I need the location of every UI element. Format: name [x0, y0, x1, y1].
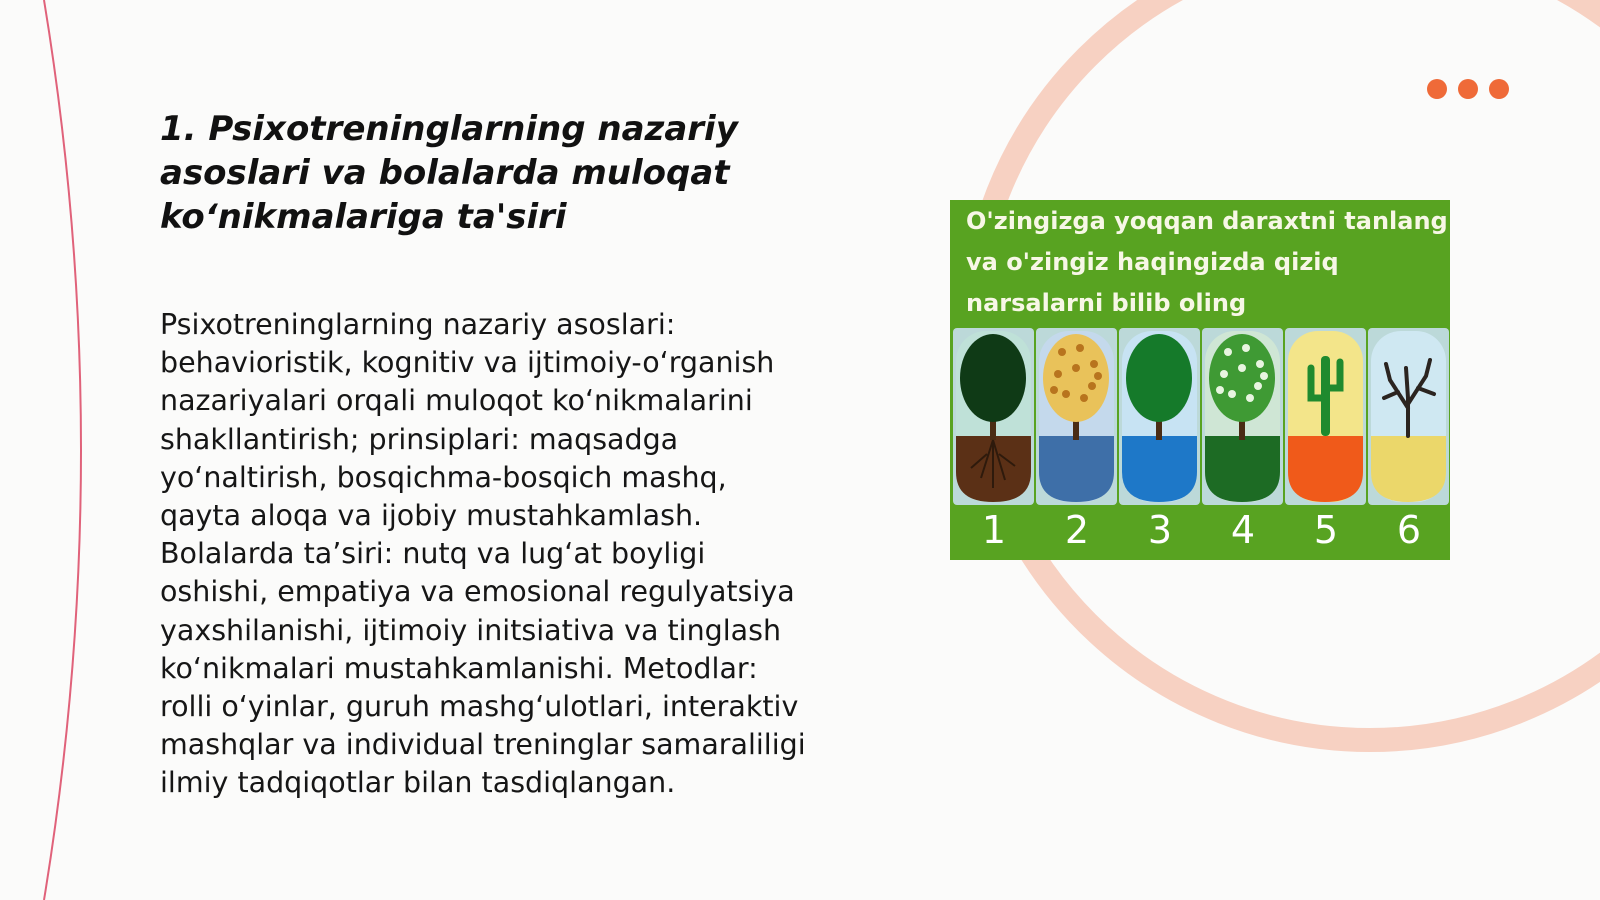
slide-title: [160, 107, 780, 239]
tree-option-4[interactable]: [1202, 328, 1283, 505]
title-line: 1. Psixotreninglarning nazariy: [160, 109, 738, 149]
tree-number-label: 3: [1147, 508, 1173, 552]
crown-spot: [1094, 372, 1102, 380]
crown-spot: [1246, 394, 1254, 402]
cactus-icon: [1285, 328, 1366, 505]
crown-spot: [1224, 348, 1232, 356]
ground: [1288, 436, 1363, 502]
tree-number-label: 5: [1313, 508, 1339, 552]
crown-spot: [1072, 364, 1080, 372]
body-line: behavioristik, kognitiv va ijtimoiy-o‘rganish: [160, 346, 775, 380]
crown-spot: [1254, 382, 1262, 390]
ground: [1039, 436, 1114, 502]
slide-body-text: [160, 306, 850, 803]
menu-dots-icon: [1427, 79, 1509, 99]
ground: [1371, 436, 1446, 502]
tree-option-5[interactable]: [1285, 328, 1366, 505]
crown-spot: [1220, 370, 1228, 378]
body-line: mashqlar va individual treninglar samaraliligi: [160, 728, 806, 762]
tree-number-label: 2: [1064, 508, 1090, 552]
crown-spot: [1090, 360, 1098, 368]
crown-spot: [1088, 382, 1096, 390]
crown-spot: [1054, 370, 1062, 378]
ground: [1122, 436, 1197, 502]
dot: [1458, 79, 1478, 99]
bare-tree-icon: [1368, 328, 1449, 505]
tree-number-label: 6: [1396, 508, 1422, 552]
title-line: asoslari va bolalarda muloqat: [160, 153, 730, 193]
body-line: ko‘nikmalari mustahkamlanishi. Metodlar:: [160, 651, 758, 685]
tree-option-1[interactable]: [953, 328, 1034, 505]
title-line: ko‘nikmalariga ta'siri: [160, 197, 567, 237]
crown-spot: [1050, 386, 1058, 394]
crown: [960, 334, 1026, 422]
tree-options: [953, 328, 1449, 505]
crown-spot: [1216, 386, 1224, 394]
tree-option-2[interactable]: [1036, 328, 1117, 505]
blossom-tree-icon: [1202, 328, 1283, 505]
body-line: Bolalarda ta’siri: nutq va lug‘at boyligi: [160, 537, 706, 571]
crown-spot: [1062, 390, 1070, 398]
crown-spot: [1242, 344, 1250, 352]
crown-spot: [1080, 394, 1088, 402]
tree-option-6[interactable]: [1368, 328, 1449, 505]
caption-line: narsalarni bilib oling: [966, 289, 1247, 317]
tree-test-image: [950, 200, 1450, 560]
caption-line: va o'zingiz haqingizda qiziq: [966, 248, 1339, 276]
crown: [1126, 334, 1192, 422]
body-line: yaxshilanishi, ijtimoiy initsiativa va tinglash: [160, 613, 782, 647]
body-line: Psixotreninglarning nazariy asoslari:: [160, 308, 676, 341]
tree-number-label: 1: [981, 508, 1007, 552]
body-line: qayta aloqa va ijobiy mustahkamlash.: [160, 499, 703, 533]
body-line: nazariyalari orqali muloqot ko‘nikmalarini: [160, 384, 753, 418]
crown-spot: [1228, 390, 1236, 398]
body-line: yo‘naltirish, bosqichma-bosqich mashq,: [160, 460, 727, 494]
body-line: rolli o‘yinlar, guruh mashg‘ulotlari, interaktiv: [160, 690, 799, 724]
body-line: ilmiy tadqiqotlar bilan tasdiqlangan.: [160, 766, 676, 800]
crown-spot: [1076, 344, 1084, 352]
body-line: oshishi, empatiya va emosional regulyatsiya: [160, 575, 795, 609]
tree-number-label: 4: [1230, 508, 1256, 552]
dark-tree-roots-icon: [953, 328, 1034, 505]
image-caption: [966, 200, 1448, 323]
dot: [1489, 79, 1509, 99]
crown-spot: [1238, 364, 1246, 372]
crown-spot: [1256, 360, 1264, 368]
crown-spot: [1058, 348, 1066, 356]
left-side-line: [44, 0, 81, 900]
ground: [1205, 436, 1280, 502]
autumn-tree-icon: [1036, 328, 1117, 505]
green-tree-water-icon: [1119, 328, 1200, 505]
crown-spot: [1260, 372, 1268, 380]
dot: [1427, 79, 1447, 99]
caption-line: O'zingizga yoqqan daraxtni tanlang: [966, 207, 1448, 235]
tree-option-3[interactable]: [1119, 328, 1200, 505]
body-line: shakllantirish; prinsiplari: maqsadga: [160, 422, 679, 456]
